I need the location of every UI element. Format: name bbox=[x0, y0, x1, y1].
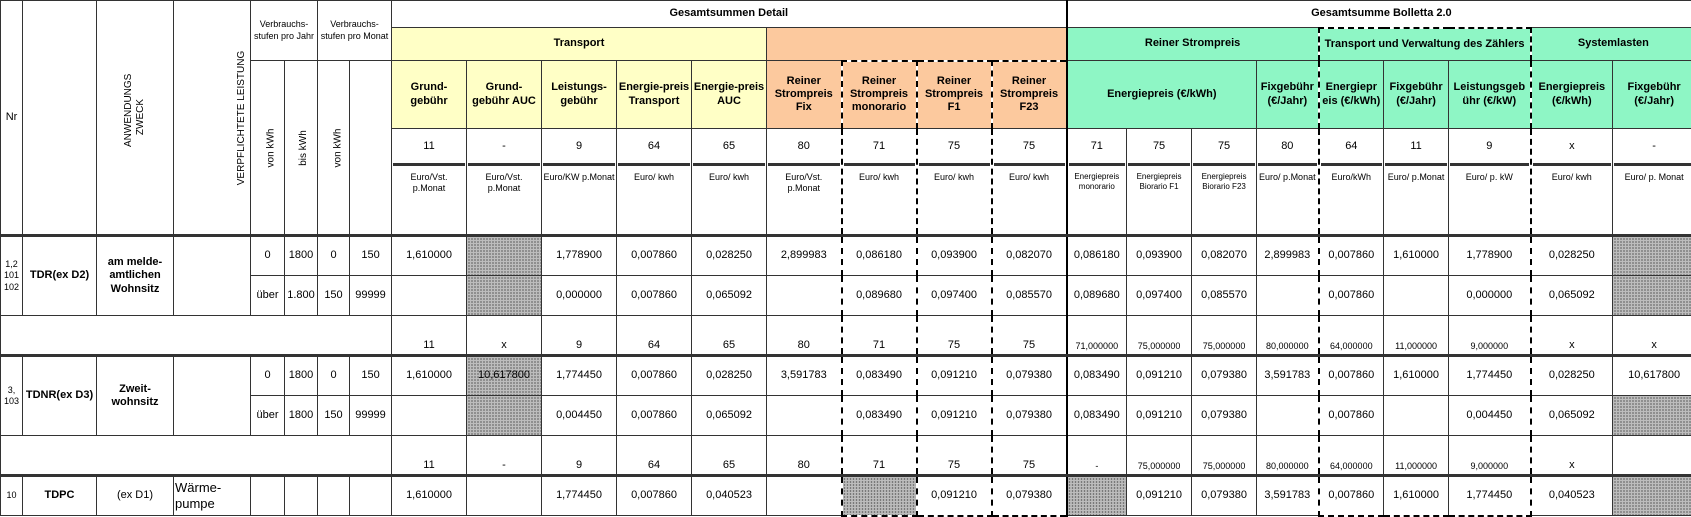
code-cell: 64 bbox=[617, 316, 692, 356]
von-kwh-jahr: von kWh bbox=[251, 61, 285, 236]
cell: 0,089680 bbox=[842, 276, 917, 316]
cell-hatched bbox=[1613, 396, 1691, 436]
cell bbox=[1257, 396, 1319, 436]
cell bbox=[467, 476, 542, 516]
cell bbox=[767, 396, 842, 436]
cell: 0,091210 bbox=[917, 476, 992, 516]
cell bbox=[392, 276, 467, 316]
cell: 0,065092 bbox=[692, 396, 767, 436]
code-cell: - bbox=[1067, 436, 1127, 476]
header-leistung: VERPFLICHTETE LEISTUNG bbox=[174, 1, 251, 236]
code-cell: 11 bbox=[392, 316, 467, 356]
col-strompreis-f1: Reiner Strompreis F1 bbox=[917, 61, 992, 129]
code-cell: 80 bbox=[767, 316, 842, 356]
bis-kwh-monat bbox=[350, 61, 392, 236]
table-row bbox=[1, 356, 1691, 396]
cell: 0,007860 bbox=[1319, 356, 1384, 396]
row-tarif: TDNR(ex D3) bbox=[23, 356, 97, 436]
cell: 0,007860 bbox=[617, 396, 692, 436]
code-cell: 71 bbox=[842, 316, 917, 356]
code-cell: 75 bbox=[917, 436, 992, 476]
cell: 0,079380 bbox=[992, 356, 1067, 396]
cell-vm bbox=[318, 476, 350, 516]
cell: 3,591783 bbox=[1257, 476, 1319, 516]
cell: 0,083490 bbox=[1067, 356, 1127, 396]
code-cell: 65 bbox=[692, 436, 767, 476]
code-6: 71 Euro/ kwh bbox=[842, 129, 917, 236]
cell: 0,065092 bbox=[692, 276, 767, 316]
cell: 0,007860 bbox=[1319, 476, 1384, 516]
cell-vj: 0 bbox=[251, 236, 285, 276]
cell: 0,079380 bbox=[1192, 476, 1257, 516]
cell: 0,093900 bbox=[917, 236, 992, 276]
code-cell: 64,000000 bbox=[1319, 316, 1384, 356]
cell: 3,591783 bbox=[767, 356, 842, 396]
cell: 0,079380 bbox=[992, 476, 1067, 516]
code-cell: 65 bbox=[692, 316, 767, 356]
cell: 0,097400 bbox=[1127, 276, 1192, 316]
code-cell: 75 bbox=[917, 316, 992, 356]
cell: 10,617800 bbox=[1613, 356, 1691, 396]
group-transport: Transport bbox=[392, 28, 767, 61]
row-tarif: TDPC bbox=[23, 476, 97, 516]
cell: 0,065092 bbox=[1531, 396, 1613, 436]
bis-kwh-jahr: bis kWh bbox=[285, 61, 318, 236]
cell: 1,778900 bbox=[1449, 236, 1531, 276]
cell-hatched bbox=[467, 276, 542, 316]
code-12: 80 Euro/ p.Monat bbox=[1257, 129, 1319, 236]
cell: 0,086180 bbox=[842, 236, 917, 276]
col-strompreis-fix: Reiner Strompreis Fix bbox=[767, 61, 842, 129]
header-tarif bbox=[23, 1, 97, 236]
code-row bbox=[1, 316, 1691, 356]
code-cell: x bbox=[467, 316, 542, 356]
code-8: 75 Euro/ kwh bbox=[992, 129, 1067, 236]
group-reiner-strompreis: Reiner Strompreis bbox=[1067, 28, 1319, 61]
code-cell: 71 bbox=[842, 436, 917, 476]
cell-bm bbox=[350, 476, 392, 516]
cell: 0,040523 bbox=[692, 476, 767, 516]
cell: 0,007860 bbox=[617, 276, 692, 316]
cell-bm: 150 bbox=[350, 356, 392, 396]
col-fixgebuehr-3: Fixgebühr (€/Jahr) bbox=[1613, 61, 1691, 129]
group-systemlasten: Systemlasten bbox=[1531, 28, 1691, 61]
code-row-spacer bbox=[1, 316, 392, 356]
row-zweck: am melde-amtlichen Wohnsitz bbox=[97, 236, 174, 316]
col-leistungsgebuehr: Leistungs-gebühr bbox=[542, 61, 617, 129]
cell-hatched bbox=[842, 476, 917, 516]
cell: 0,004450 bbox=[1449, 396, 1531, 436]
code-cell: x bbox=[1531, 436, 1613, 476]
header-zweck: ANWENDUNGS ZWECK bbox=[97, 1, 174, 236]
cell: 0,086180 bbox=[1067, 236, 1127, 276]
code-cell: 80,000000 bbox=[1257, 316, 1319, 356]
cell: 0,007860 bbox=[617, 356, 692, 396]
cell-hatched bbox=[467, 236, 542, 276]
cell-bj: 1.800 bbox=[285, 276, 318, 316]
code-cell: 75,000000 bbox=[1192, 316, 1257, 356]
row-leistung bbox=[174, 356, 251, 436]
cell bbox=[1384, 276, 1449, 316]
code-cell: 11 bbox=[392, 436, 467, 476]
code-cell bbox=[1613, 436, 1691, 476]
cell bbox=[392, 396, 467, 436]
cell: 0,028250 bbox=[1531, 236, 1613, 276]
code-cell: 75 bbox=[992, 316, 1067, 356]
header-bolletta: Gesamtsumme Bolletta 2.0 bbox=[1067, 1, 1691, 28]
cell-bj: 1800 bbox=[285, 356, 318, 396]
cell-vm: 0 bbox=[318, 236, 350, 276]
cell: 1,610000 bbox=[1384, 356, 1449, 396]
cell: 0,093900 bbox=[1127, 236, 1192, 276]
code-cell: 80 bbox=[767, 436, 842, 476]
col-energiepreis-3: Energiepreis (€/kWh) bbox=[1531, 61, 1613, 129]
cell-hatched bbox=[1067, 476, 1127, 516]
code-17: - Euro/ p. Monat bbox=[1613, 129, 1691, 236]
von-kwh-monat: von kWh bbox=[318, 61, 350, 236]
cell: 0,004450 bbox=[542, 396, 617, 436]
header-nr: Nr bbox=[1, 1, 23, 236]
code-1: - Euro/Vst. p.Monat bbox=[467, 129, 542, 236]
cell: 3,591783 bbox=[1257, 356, 1319, 396]
cell-bm: 99999 bbox=[350, 396, 392, 436]
cell-vj: 0 bbox=[251, 356, 285, 396]
cell: 1,610000 bbox=[392, 236, 467, 276]
cell: 0,065092 bbox=[1531, 276, 1613, 316]
code-row-spacer bbox=[1, 436, 392, 476]
cell: 0,040523 bbox=[1531, 476, 1613, 516]
cell: 0,028250 bbox=[1531, 356, 1613, 396]
cell: 1,774450 bbox=[1449, 476, 1531, 516]
cell bbox=[767, 476, 842, 516]
cell: 0,089680 bbox=[1067, 276, 1127, 316]
cell-vj bbox=[251, 476, 285, 516]
cell-bj: 1800 bbox=[285, 236, 318, 276]
row-leistung: Wärme-pumpe bbox=[174, 476, 251, 516]
cell: 0,097400 bbox=[917, 276, 992, 316]
code-cell: - bbox=[467, 436, 542, 476]
cell: 0,091210 bbox=[1127, 396, 1192, 436]
cell-hatched bbox=[1613, 236, 1691, 276]
cell: 0,091210 bbox=[1127, 356, 1192, 396]
col-grundgebuehr-auc: Grund-gebühr AUC bbox=[467, 61, 542, 129]
row-nr: 3, 103 bbox=[1, 356, 23, 436]
cell: 0,079380 bbox=[992, 396, 1067, 436]
code-3: 64 Euro/ kwh bbox=[617, 129, 692, 236]
code-cell: 11,000000 bbox=[1384, 436, 1449, 476]
cell-hatched bbox=[1613, 276, 1691, 316]
cell-vm: 150 bbox=[318, 396, 350, 436]
code-7: 75 Euro/ kwh bbox=[917, 129, 992, 236]
table-row bbox=[1, 476, 1691, 516]
code-cell: 80,000000 bbox=[1257, 436, 1319, 476]
code-cell: 9,000000 bbox=[1449, 436, 1531, 476]
code-cell: 9,000000 bbox=[1449, 316, 1531, 356]
cell: 2,899983 bbox=[1257, 236, 1319, 276]
col-fixgebuehr-1: Fixgebühr (€/Jahr) bbox=[1257, 61, 1319, 129]
cell: 1,774450 bbox=[542, 476, 617, 516]
code-4: 65 Euro/ kwh bbox=[692, 129, 767, 236]
header-detail: Gesamtsummen Detail bbox=[392, 1, 1067, 28]
table-row bbox=[1, 396, 1691, 436]
code-10: 75 Energiepreis Biorario F1 bbox=[1127, 129, 1192, 236]
col-energiepreis-kwh: Energiepreis (€/kWh) bbox=[1067, 61, 1257, 129]
cell: 1,774450 bbox=[542, 356, 617, 396]
cell-hatched bbox=[467, 396, 542, 436]
cell: 1,610000 bbox=[392, 356, 467, 396]
code-cell: 71,000000 bbox=[1067, 316, 1127, 356]
cell-vm: 150 bbox=[318, 276, 350, 316]
cell: 0,007860 bbox=[1319, 396, 1384, 436]
row-leistung bbox=[174, 236, 251, 316]
cell: 0,028250 bbox=[692, 356, 767, 396]
code-14: 11 Euro/ p.Monat bbox=[1384, 129, 1449, 236]
code-cell: x bbox=[1613, 316, 1691, 356]
cell: 0,082070 bbox=[1192, 236, 1257, 276]
code-0: 11 Euro/Vst. p.Monat bbox=[392, 129, 467, 236]
row-nr: 10 bbox=[1, 476, 23, 516]
cell: 0,000000 bbox=[542, 276, 617, 316]
row-zweck: Zweit-wohnsitz bbox=[97, 356, 174, 436]
cell: 0,083490 bbox=[1067, 396, 1127, 436]
cell: 1,774450 bbox=[1449, 356, 1531, 396]
code-16: x Euro/ kwh bbox=[1531, 129, 1613, 236]
cell: 1,778900 bbox=[542, 236, 617, 276]
cell-hatched bbox=[1613, 476, 1691, 516]
col-leistungsgebuehr-2: Leistungsgeb ühr (€/kW) bbox=[1449, 61, 1531, 129]
code-row bbox=[1, 436, 1691, 476]
header-stufen-monat: Verbrauchs-stufen pro Monat bbox=[318, 1, 392, 61]
code-13: 64 Euro/kWh bbox=[1319, 129, 1384, 236]
col-energiepreis-2: Energiepr eis (€/kWh) bbox=[1319, 61, 1384, 129]
cell: 0,091210 bbox=[917, 356, 992, 396]
cell-vm: 0 bbox=[318, 356, 350, 396]
table-row bbox=[1, 236, 1691, 276]
code-cell: 64,000000 bbox=[1319, 436, 1384, 476]
code-11: 75 Energiepreis Biorario F23 bbox=[1192, 129, 1257, 236]
cell: 1,610000 bbox=[392, 476, 467, 516]
cell: 0,007860 bbox=[1319, 236, 1384, 276]
cell: 1,610000 bbox=[1384, 476, 1449, 516]
code-cell: 64 bbox=[617, 436, 692, 476]
cell-bm: 150 bbox=[350, 236, 392, 276]
cell bbox=[1384, 396, 1449, 436]
table-row bbox=[1, 276, 1691, 316]
code-cell: 9 bbox=[542, 316, 617, 356]
cell: 2,899983 bbox=[767, 236, 842, 276]
code-cell: 11,000000 bbox=[1384, 316, 1449, 356]
code-cell: 75 bbox=[992, 436, 1067, 476]
code-2: 9 Euro/KW p.Monat bbox=[542, 129, 617, 236]
row-tarif: TDR(ex D2) bbox=[23, 236, 97, 316]
cell bbox=[767, 276, 842, 316]
code-cell: 75,000000 bbox=[1127, 316, 1192, 356]
cell-vj: über bbox=[251, 396, 285, 436]
cell: 0,000000 bbox=[1449, 276, 1531, 316]
col-strompreis-monorario: Reiner Strompreis monorario bbox=[842, 61, 917, 129]
cell: 0,083490 bbox=[842, 356, 917, 396]
cell-bj bbox=[285, 476, 318, 516]
code-cell: 9 bbox=[542, 436, 617, 476]
code-cell: 75,000000 bbox=[1127, 436, 1192, 476]
col-energiepreis-auc: Energie-preis AUC bbox=[692, 61, 767, 129]
cell: 0,079380 bbox=[1192, 396, 1257, 436]
header-stufen-jahr: Verbrauchs-stufen pro Jahr bbox=[251, 1, 318, 61]
col-energiepreis-transport: Energie-preis Transport bbox=[617, 61, 692, 129]
group-strom-fix bbox=[767, 28, 1067, 61]
cell-hatched: 10,617800 bbox=[467, 356, 542, 396]
cell: 1,610000 bbox=[1384, 236, 1449, 276]
row-zweck: (ex D1) bbox=[97, 476, 174, 516]
cell: 0,091210 bbox=[917, 396, 992, 436]
row-nr: 1,2 101 102 bbox=[1, 236, 23, 316]
cell-bm: 99999 bbox=[350, 276, 392, 316]
code-cell: 75,000000 bbox=[1192, 436, 1257, 476]
code-5: 80 Euro/Vst. p.Monat bbox=[767, 129, 842, 236]
col-grundgebuehr: Grund-gebühr bbox=[392, 61, 467, 129]
code-cell: x bbox=[1531, 316, 1613, 356]
cell bbox=[1257, 276, 1319, 316]
col-fixgebuehr-2: Fixgebühr (€/Jahr) bbox=[1384, 61, 1449, 129]
cell: 0,091210 bbox=[1127, 476, 1192, 516]
code-9: 71 Energiepreis monorario bbox=[1067, 129, 1127, 236]
cell: 0,082070 bbox=[992, 236, 1067, 276]
cell: 0,007860 bbox=[617, 236, 692, 276]
cell-bj: 1800 bbox=[285, 396, 318, 436]
cell: 0,083490 bbox=[842, 396, 917, 436]
cell: 0,079380 bbox=[1192, 356, 1257, 396]
col-strompreis-f23: Reiner Strompreis F23 bbox=[992, 61, 1067, 129]
code-15: 9 Euro/ p. kW bbox=[1449, 129, 1531, 236]
cell: 0,028250 bbox=[692, 236, 767, 276]
cell-vj: über bbox=[251, 276, 285, 316]
cell: 0,007860 bbox=[1319, 276, 1384, 316]
cell: 0,007860 bbox=[617, 476, 692, 516]
cell: 0,085570 bbox=[1192, 276, 1257, 316]
cell: 0,085570 bbox=[992, 276, 1067, 316]
group-transport-verwaltung: Transport und Verwaltung des Zählers bbox=[1319, 28, 1531, 61]
